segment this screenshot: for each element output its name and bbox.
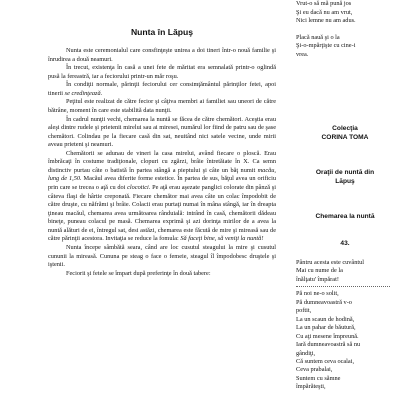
dotted-divider <box>296 286 390 287</box>
paragraph-text: Macăul avea diferite forme estetice. În partea de sus, băţul avea un orificiu prin care se trecea o aţă cu doi <box>48 175 276 191</box>
poem-line: împărăteşti, <box>296 383 326 391</box>
article-body <box>48 47 276 278</box>
article-title: Nunta în Lăpuş <box>130 27 194 37</box>
paragraph: În trecut, existenţa în casă a unei fete de măritat era semnalată printr-o oglindă pusă la fereastră, iar a feciorului printr-un măr roşu. <box>48 64 276 80</box>
poem-line: Că suntem ceva ocalai, <box>296 357 355 365</box>
emphasis-text: se credinţează. <box>64 89 103 97</box>
paragraph: În cadrul nunţii vechi, chemarea la nuntă se făcea de către chemători. Aceştia erau aleşi dintre rudele şi prietenii mirelui sau ai miresei, numărul lor fiind de patru sau de şase chemători. Colindau pe la fiecare casă din sat, neuitând nici satele vecine, unde mirii aveau prieteni şi neamuri. <box>48 115 276 149</box>
collection-label: Colecţia <box>332 125 358 132</box>
emphasis-text: macău, lung de 1,50. <box>48 166 276 183</box>
paragraph: Nunta este ceremonialul care consfinţeşte unirea a doi tineri într-o nouă familie şi înrudirea a două neamuri. <box>48 47 276 63</box>
paragraph <box>48 81 276 98</box>
poem <box>296 259 396 392</box>
paragraph <box>48 150 276 244</box>
verse-line: Placă nauă şi o la <box>296 33 340 41</box>
collection-heading <box>296 124 394 142</box>
poem-line: Ceva prabalai, <box>296 366 333 374</box>
paragraph: Feciorii şi fetele se împart după preferinţe în două tabere: <box>66 269 211 277</box>
verse-line: Şi eu dacă nu am vrut, <box>296 8 353 16</box>
poem-line: La un scaun de hodină, <box>296 315 355 323</box>
paragraph: Nunta începe sâmbătă seara, când are loc cusutul steagului la mire şi cusutul cununii la mireasă. Cununa pe steag o face o femeie, steagul îl împodobesc druştele şi iştenii. <box>48 243 276 269</box>
poem-line: Mai cu nume de la <box>296 267 343 275</box>
poem-line: Iară dumneavoastră să nu <box>296 341 361 349</box>
poem-line: Suntem cu sămne <box>296 374 341 382</box>
paragraph: Peţitul este realizat de către fecior şi câţiva membri ai familiei sau uneori de către bătrâne, moment în care este stabilită data nunţii. <box>48 98 276 114</box>
poem-line: poftit, <box>296 307 312 315</box>
poem-line: Pă noi ne-o solit, <box>296 290 339 298</box>
paragraph-text: Pe aţă erau aşezate panglici colorate din pânză şi câteva flaşi de hârtie creponată. Fiecare chemător mai avea câte un colac împodobit de către druşte, cu năfrămi şi brâie. Colacii erau purtaţi numai în mâna stângă, iar în dreapta ţineau macăul, chemarea avea următoarea rânduială: intrând în casă, chemătorii dădeau bineţe, puneau colacul pe masă. Chemarea exprimă şi azi dorinţa mirilor de a avea la nuntă alături de ei, întregul sat, desi astăzi, chemarea este făcută de mire şi mireasă sau de către părinţii acestora. Invitaţia se reduce la fomula: <box>48 184 276 243</box>
section-heading <box>296 168 394 186</box>
subsection-heading: Chemarea la nuntă <box>315 213 375 220</box>
paragraph-text: Chemătorii se adunau de vineri la casa mirelui, având fiecare o ploscă. Erau îmbrăcaţi în costume tradiţionale, clopuri cu zgărzi, brâie întretăiate în X. Ca semn distinctiv purtau câte o batistă în partea stângă a pieptului şi câte un băţ numit <box>48 149 276 174</box>
section-heading-line: Lăpuş <box>335 178 355 185</box>
verse-line: Şi-o-mpărţişte cu cine-i <box>296 42 356 50</box>
item-number: 43. <box>340 240 350 247</box>
emphasis-text: Să faceţi bine, să veniţi la nuntă! <box>180 235 264 243</box>
verse-line: Nici lemne nu am adus. <box>296 17 356 25</box>
emphasis-text: clocotici. <box>127 184 151 191</box>
poem-line: Pă dumneavoastră v-o <box>296 298 352 306</box>
paragraph-text: În condiţii normale, părinţii feciorului cer consimţământul părinţilor fetei, apoi tinerii <box>48 81 276 97</box>
poem-line: Cu aţi mesene împreună. <box>296 332 359 340</box>
collection-author: CORINA TOMA <box>321 134 369 141</box>
verse-line: vrea. <box>296 50 309 58</box>
section-heading-line: Oraţii de nuntă din <box>315 169 375 176</box>
poem-line: La un pahar de băutură, <box>296 324 356 332</box>
poem-line: înălţatu' împărat! <box>296 275 339 283</box>
poem-line: Pântru acesta este cuvântul <box>296 259 365 266</box>
verse-line: Vrut-o să mă pună jos <box>296 0 352 7</box>
side-verse <box>296 0 394 60</box>
poem-line: gândiţi, <box>296 349 316 357</box>
